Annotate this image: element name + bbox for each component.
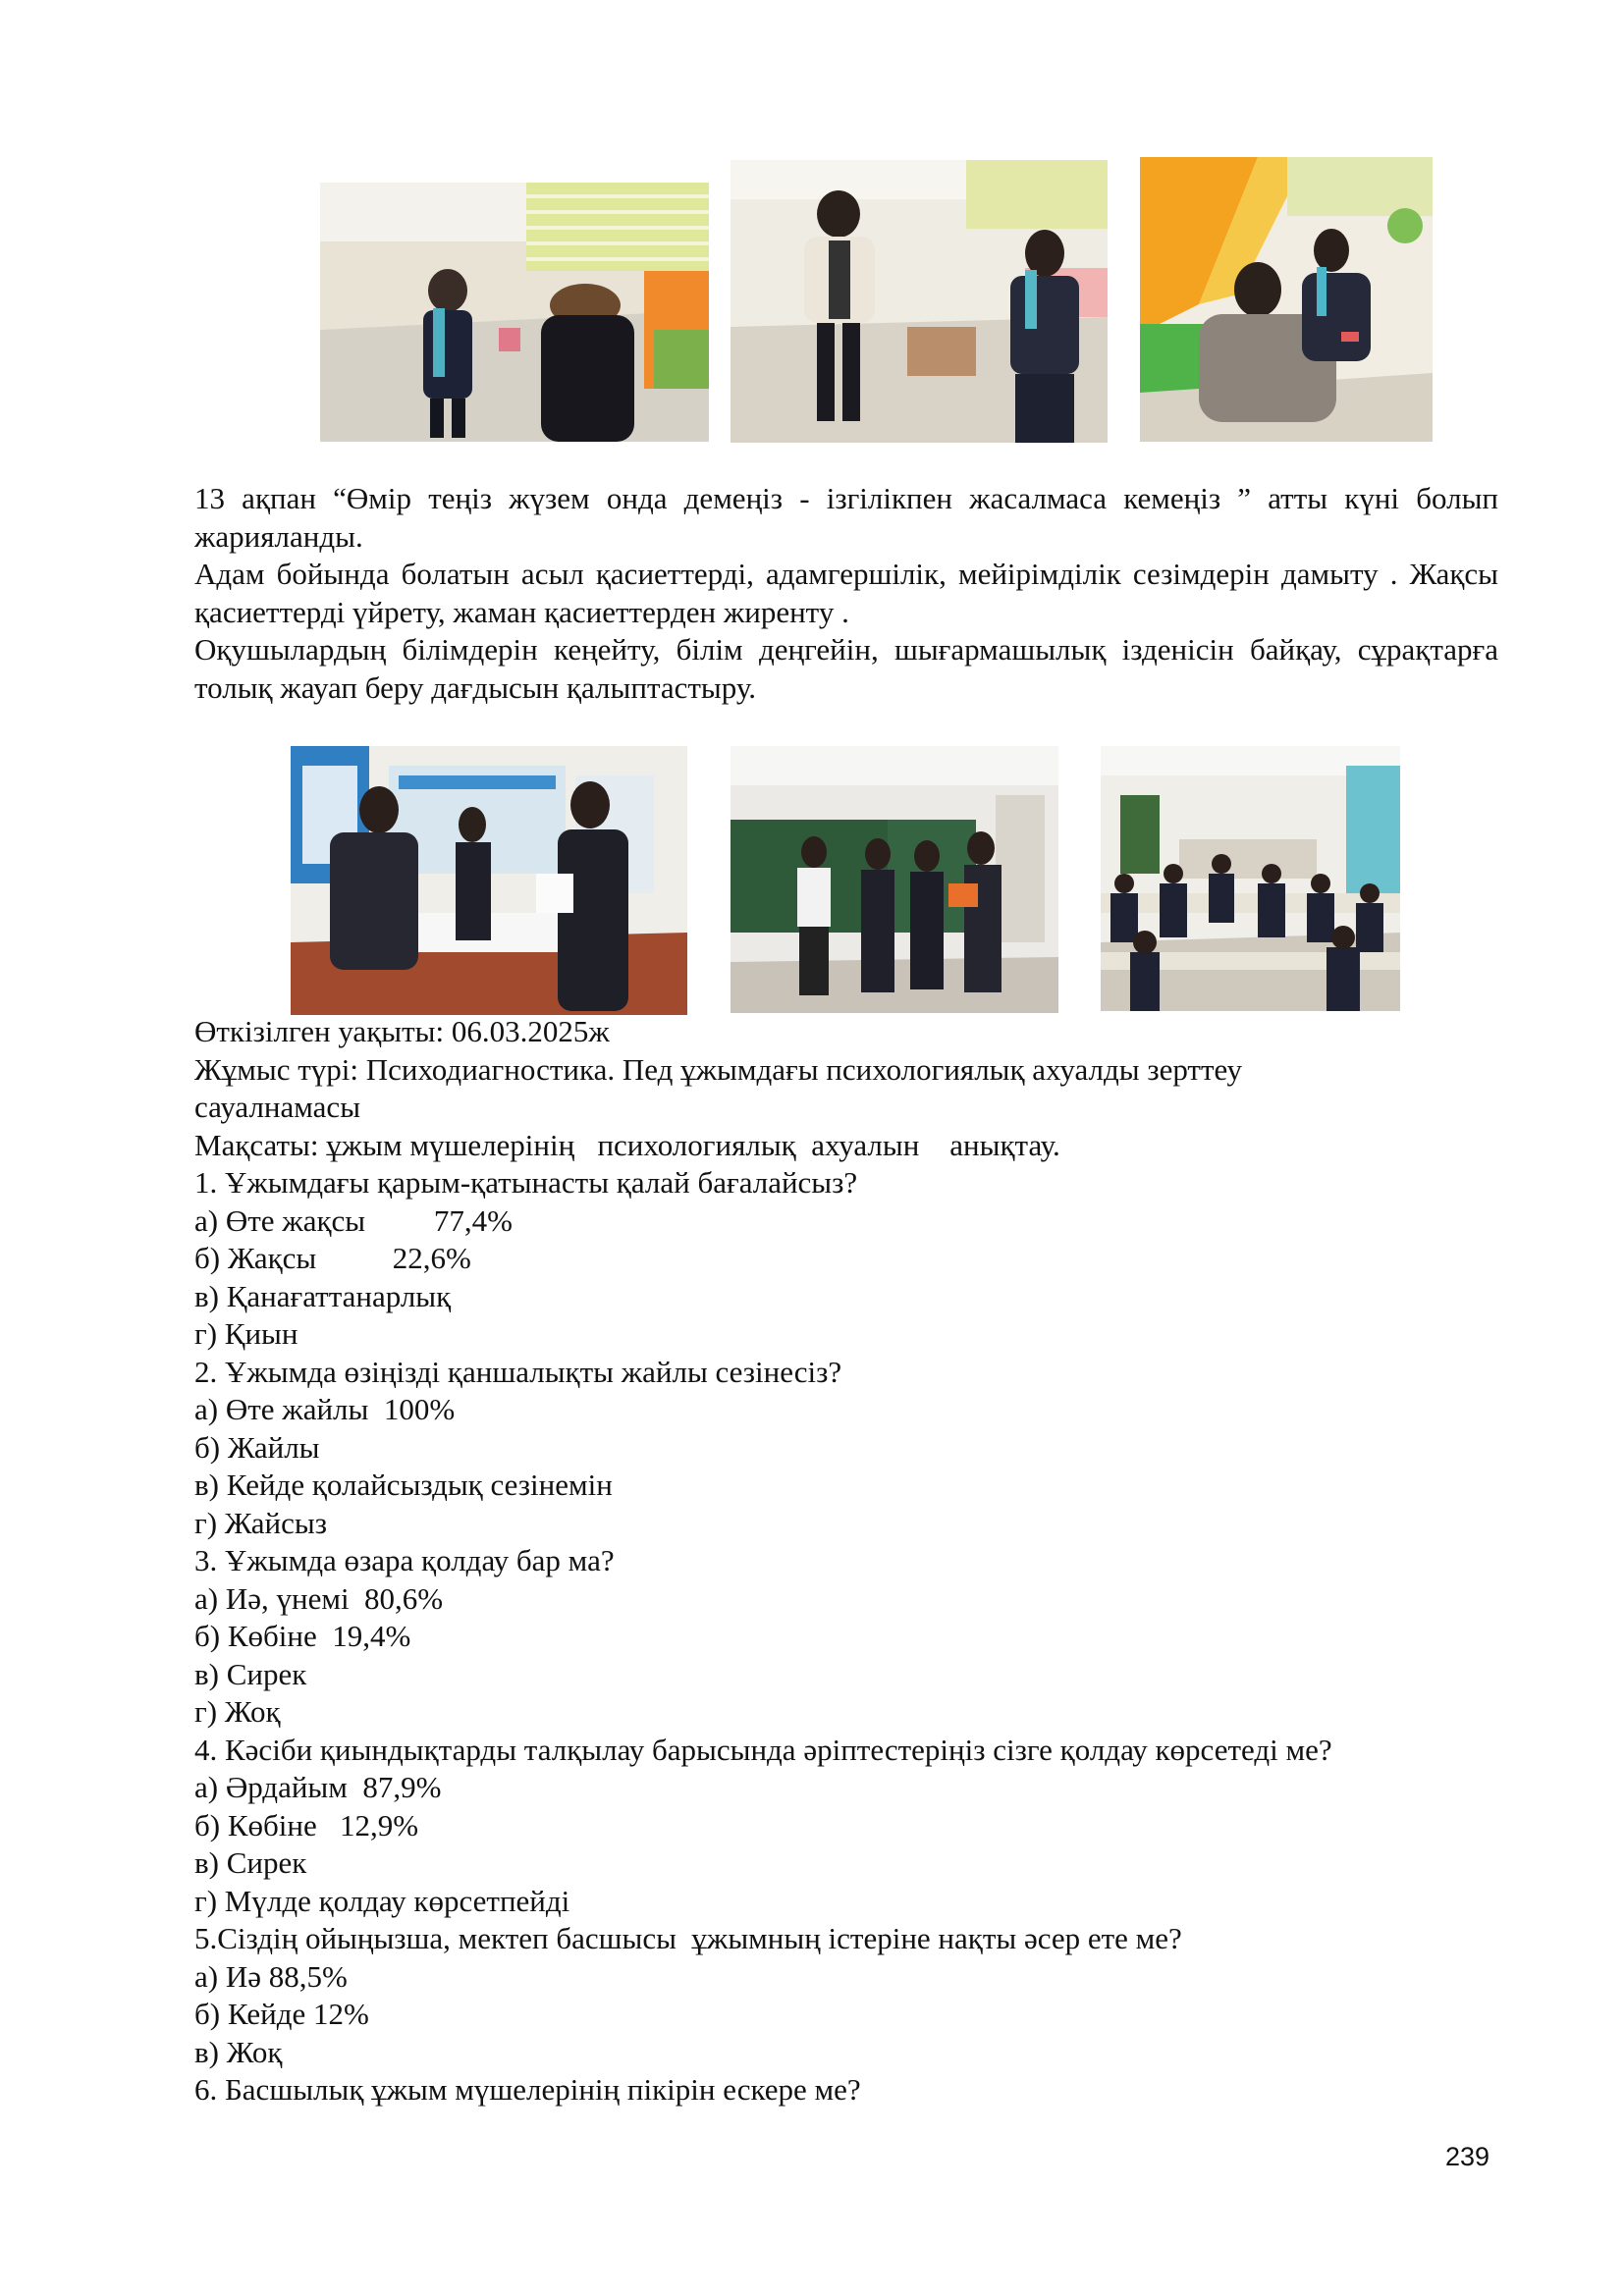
answer-3a: а) Иә, үнемі 80,6% [194,1580,444,1616]
survey-date: Өткізілген уақыты: 06.03.2025ж [194,1014,610,1048]
intro-paragraph-3: Оқушылардың білімдерін кеңейту, білім деңгейін, шығармашылық ізденісін байқау, сұрақтарға толық жауап беру дағдысын қалыптастыру. [194,632,1498,705]
intro-paragraph-1: 13 ақпан “Өмір теңіз жүзем онда демеңіз - ізгілікпен жасалмаса кемеңіз ” атты күні болып жарияланды. [194,481,1498,554]
survey-type-line-1: Жұмыс түрі: Психодиагностика. Пед ұжымдағы психологиялық ахуалды зерттеу [194,1051,1243,1087]
answer-4a: а) Әрдайым 87,9% [194,1770,442,1804]
answer-3c: в) Сирек [194,1656,307,1691]
answer-2b: б) Жайлы [194,1429,320,1465]
question-6: 6. Басшылық ұжым мүшелерінің пікірін ескере ме? [194,2072,861,2107]
answer-3d: г) Жоқ [194,1694,281,1729]
survey-type-line-2: сауалнамасы [194,1090,361,1124]
intro-paragraph-2: Адам бойында болатын асыл қасиеттерді, адамгершілік, мейірімділік сезімдерін дамыту . Жақсы қасиеттерді үйрету, жаман қасиеттерден жиренту . [194,557,1498,629]
photo-students-talking [731,160,1108,443]
answer-3b: б) Көбіне 19,4% [194,1619,411,1653]
answer-2d: г) Жайсыз [194,1505,327,1540]
answer-4b: б) Көбіне 12,9% [194,1807,419,1842]
page-number: 239 [1445,2142,1490,2171]
question-3: 3. Ұжымда өзара қолдау бар ма? [194,1543,615,1577]
photo-seated-women [1140,157,1433,442]
answer-1c: в) Қанағаттанарлық [194,1278,452,1313]
photo-students-at-blackboard [731,746,1058,1013]
question-1: 1. Ұжымдағы қарым-қатынасты қалай бағалайсыз? [194,1165,858,1200]
survey-goal: Мақсаты: ұжым мүшелерінің психологиялық ахуалын анықтау. [194,1127,1060,1162]
question-2: 2. Ұжымда өзіңізді қаншалықты жайлы сезінесіз? [194,1354,842,1389]
photo-classroom-presentation [291,746,687,1015]
answer-5a: а) Иә 88,5% [194,1958,348,1994]
question-4: 4. Кәсіби қиындықтарды талқылау барысында әріптестеріңіз сізге қолдау көрсетеді ме? [194,1732,1332,1767]
answer-4c: в) Сирек [194,1845,307,1880]
answer-2a: а) Өте жайлы 100% [194,1392,456,1426]
answer-1d: г) Қиын [194,1316,298,1351]
question-5: 5.Сіздің ойыңызша, мектеп басшысы ұжымның істеріне нақты әсер ете ме? [194,1921,1182,1955]
answer-1b: б) Жақсы 22,6% [194,1241,471,1275]
photo-classroom-students [1101,746,1400,1011]
answer-5c: в) Жоқ [194,2034,283,2069]
answer-5b: б) Кейде 12% [194,1997,369,2031]
answer-1a: а) Өте жақсы 77,4% [194,1202,513,1238]
photo-hallway-greeting [320,183,709,442]
answer-4d: г) Мүлде қолдау көрсетпейді [194,1883,570,1918]
answer-2c: в) Кейде қолайсыздық сезінемін [194,1468,613,1502]
